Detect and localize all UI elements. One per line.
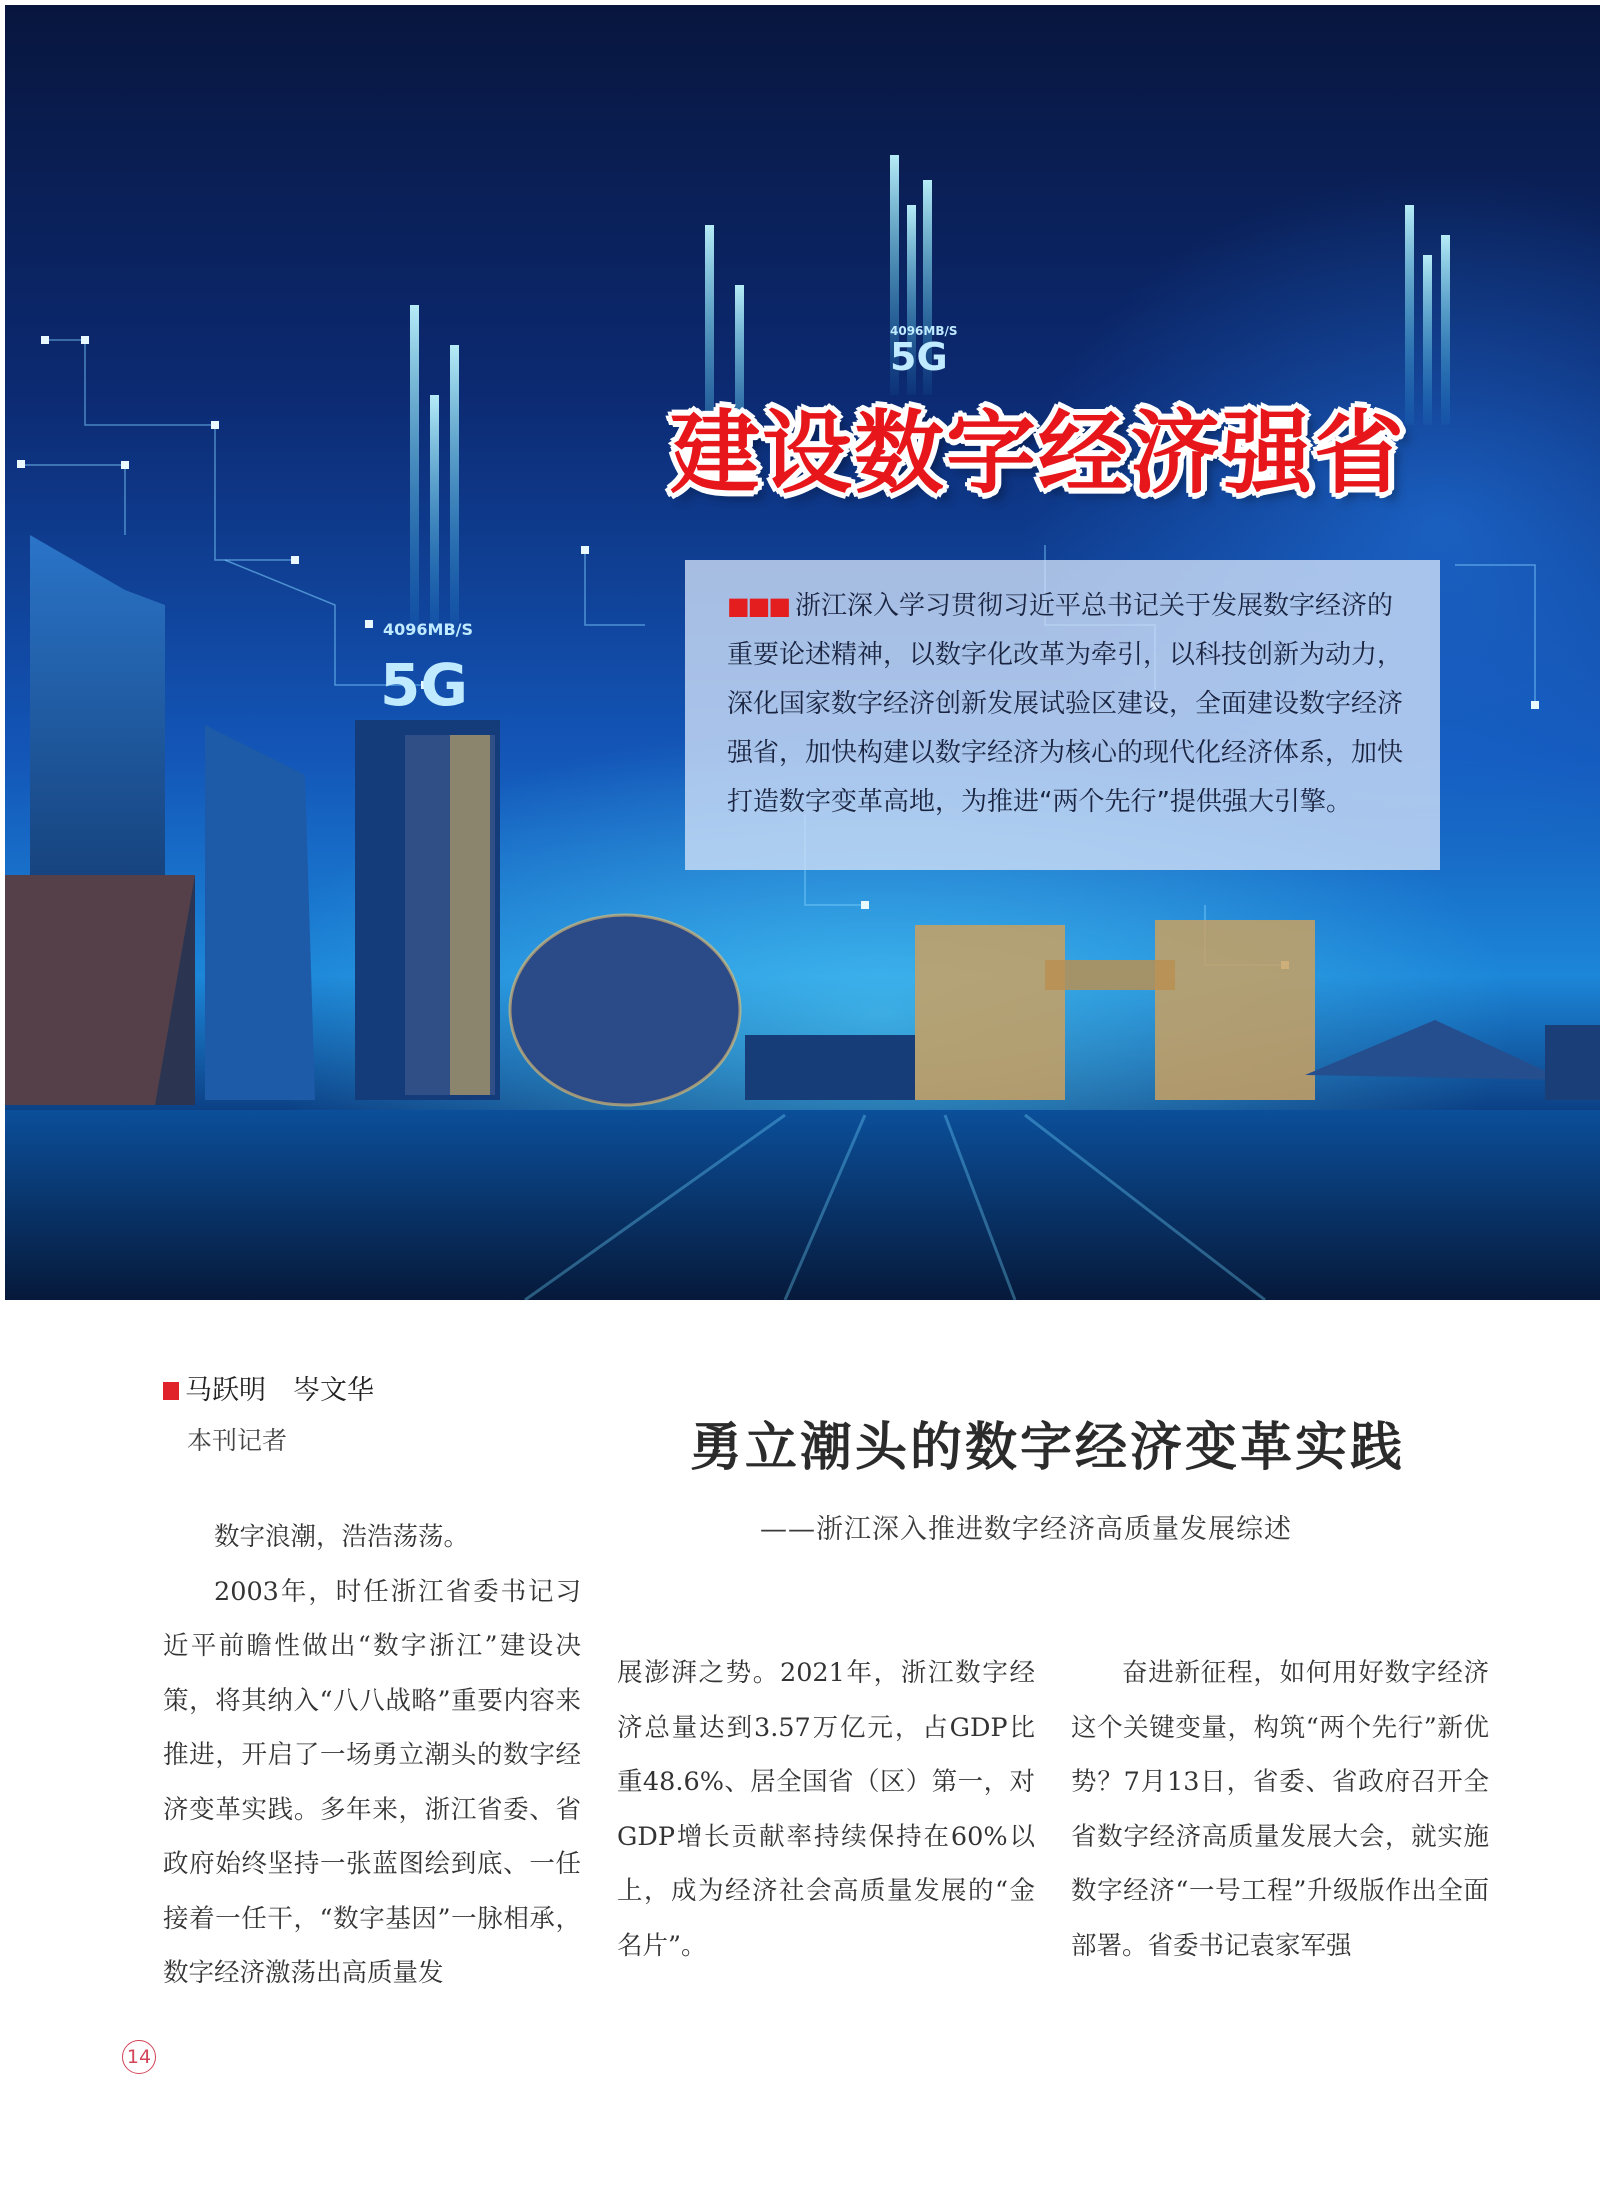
- hero-title: 建设数字经济强省: [670, 401, 1406, 506]
- page-number: 14: [122, 2040, 156, 2074]
- byline: [163, 1368, 374, 1457]
- paragraph: 数字浪潮，浩浩荡荡。: [214, 1522, 470, 1552]
- svg-text:4096MB/S: 4096MB/S: [383, 620, 474, 639]
- paragraph: 展澎湃之势。2021年，浙江数字经济总量达到3.57万亿元，占GDP比重48.6%、居全国省（区）第一，对GDP增长贡献率持续保持在60%以上，成为经济社会高质量发展的“金名片”。: [617, 1658, 1035, 1961]
- byline-authors: 马跃明 岑文华: [185, 1375, 374, 1406]
- svg-text:4096MB/S: 4096MB/S: [890, 324, 958, 338]
- svg-text:5G: 5G: [380, 651, 468, 719]
- body-column-2: [617, 1646, 1035, 1973]
- svg-text:5G: 5G: [890, 335, 948, 379]
- abstract-text: 浙江深入学习贯彻习近平总书记关于发展数字经济的重要论述精神，以数字化改革为牵引，以科技创新为动力，深化国家数字经济创新发展试验区建设，全面建设数字经济强省，加快构建以数字经济为核心的现代化经济体系，加快打造数字变革高地，为推进“两个先行”提供强大引擎。: [727, 591, 1404, 817]
- abstract-marker: ■■■: [727, 592, 790, 620]
- body-column-3: [1071, 1646, 1489, 1973]
- hero-banner: [5, 5, 1600, 1300]
- road: [5, 1110, 1600, 1300]
- byline-role: 本刊记者: [187, 1426, 288, 1455]
- abstract-box: [685, 560, 1440, 870]
- article-title: 勇立潮头的数字经济变革实践: [690, 1417, 1406, 1478]
- paragraph: 奋进新征程，如何用好数字经济这个关键变量，构筑“两个先行”新优势？7月13日，省委、省政府召开全省数字经济高质量发展大会，就实施数字经济“一号工程”升级版作出全面部署。省委书记袁家军强: [1071, 1658, 1489, 1961]
- article-subtitle: ——浙江深入推进数字经济高质量发展综述: [760, 1514, 1292, 1545]
- byline-marker: [163, 1382, 179, 1400]
- body-column-1: [163, 1510, 581, 2001]
- paragraph: 2003年，时任浙江省委书记习近平前瞻性做出“数字浙江”建设决策，将其纳入“八八战略”重要内容来推进，开启了一场勇立潮头的数字经济变革实践。多年来，浙江省委、省政府始终坚持一张蓝图绘到底、一任接着一任干，“数字基因”一脉相承，数字经济激荡出高质量发: [163, 1576, 581, 1988]
